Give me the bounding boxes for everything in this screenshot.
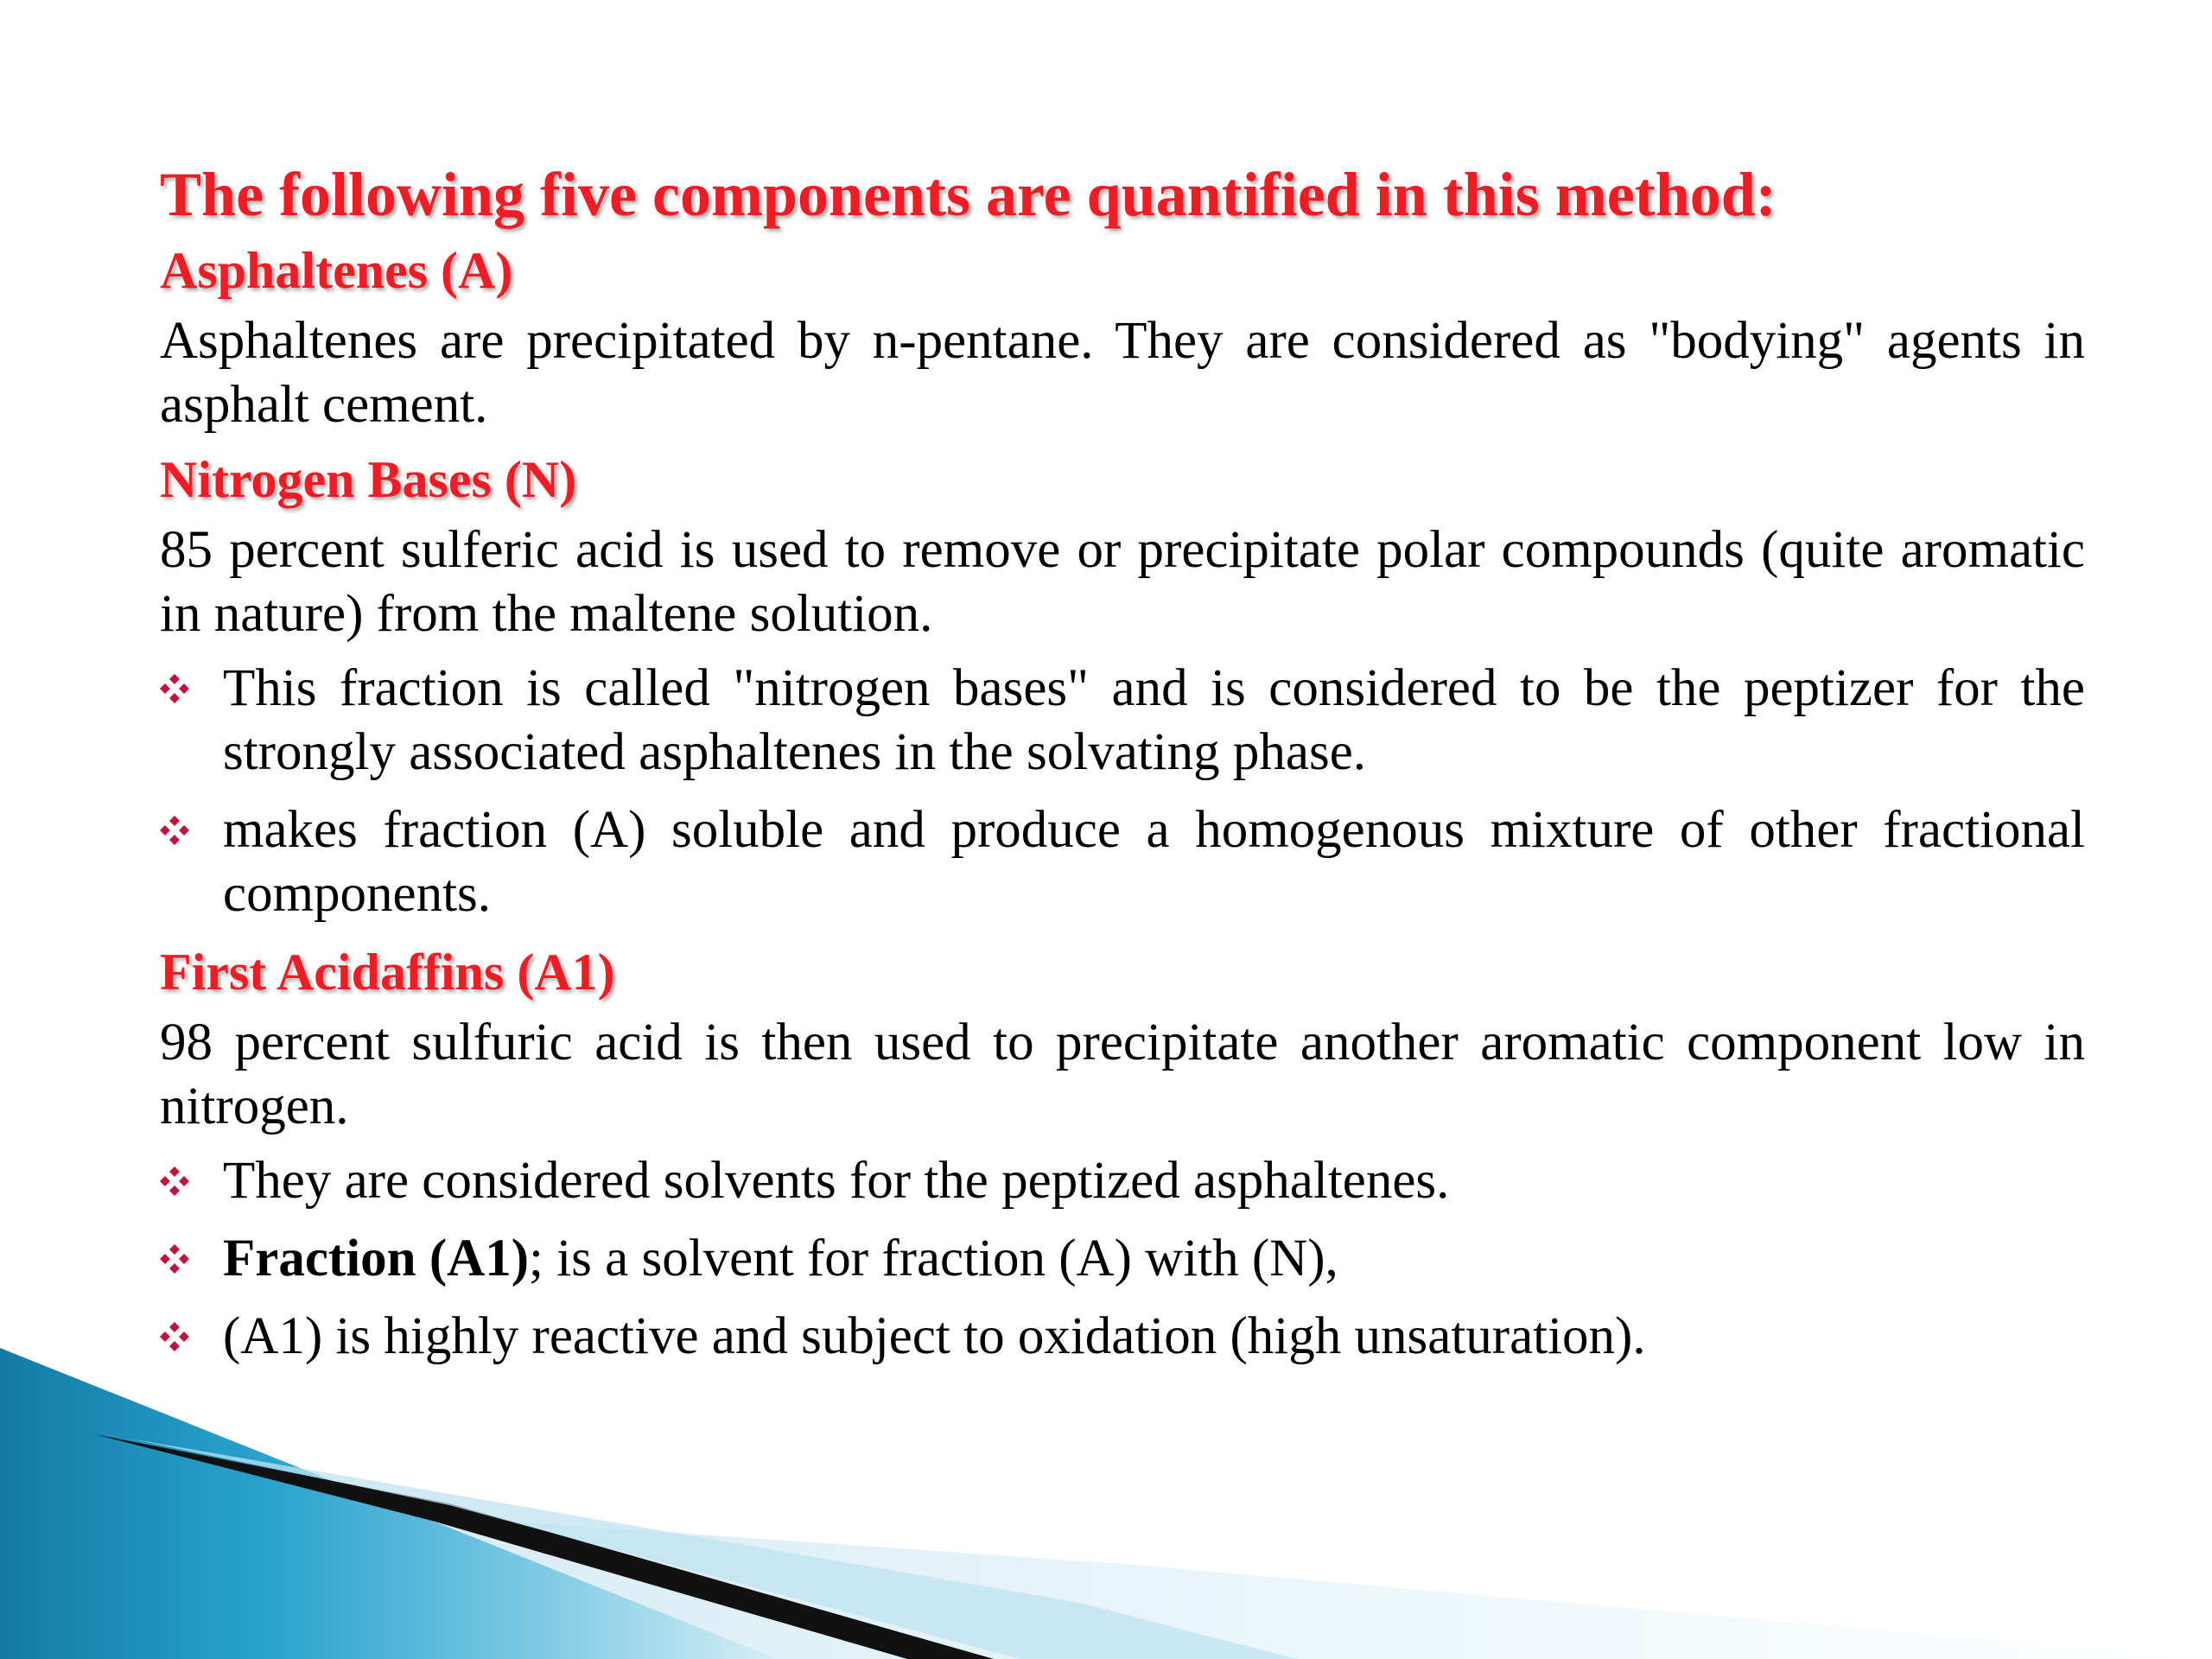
bullet-text: This fraction is called "nitrogen bases" and is considered to be the peptizer for the strongly associated asphaltenes in the solvating phase. (223, 659, 2085, 781)
diamond-quad-bullet-icon (160, 1322, 189, 1351)
bullet-text: ; is a solvent for fraction (A) with (N), (529, 1230, 1338, 1287)
bullet-text: (A1) is highly reactive and subject to oxidation (high unsaturation). (223, 1307, 1646, 1365)
list-item (160, 1227, 2085, 1291)
slide-title: The following five components are quantified in this method: (160, 160, 1777, 229)
section-heading-asphaltenes: Asphaltenes (A) (160, 242, 513, 299)
list-item (160, 798, 2085, 926)
bullet-list-first-acidaffins (160, 1149, 2085, 1369)
section-heading-nitrogen-bases: Nitrogen Bases (N) (160, 451, 577, 508)
diamond-quad-bullet-icon (160, 1166, 189, 1196)
section-heading-first-acidaffins: First Acidaffins (A1) (160, 944, 615, 1001)
slide-content (160, 154, 2085, 1382)
bullet-list-nitrogen-bases (160, 657, 2085, 926)
section-paragraph-first-acidaffins: 98 percent sulfuric acid is then used to precipitate another aromatic component low in nitrogen. (160, 1014, 2085, 1135)
bullet-bold-lead: Fraction (A1) (223, 1230, 530, 1287)
bullet-text: They are considered solvents for the peptized asphaltenes. (223, 1152, 1450, 1210)
diamond-quad-bullet-icon (160, 674, 189, 703)
decorative-swoosh (0, 1348, 2212, 1659)
bullet-text: makes fraction (A) soluble and produce a homogenous mixture of other fractional components. (223, 801, 2085, 923)
list-item (160, 657, 2085, 785)
section-paragraph-asphaltenes: Asphaltenes are precipitated by n-pentane. They are considered as "bodying" agents in asphalt cement. (160, 312, 2085, 434)
section-paragraph-nitrogen-bases: 85 percent sulferic acid is used to remove or precipitate polar compounds (quite aromatic in nature) from the maltene solution. (160, 521, 2085, 643)
list-item (160, 1149, 2085, 1213)
diamond-quad-bullet-icon (160, 816, 189, 845)
diamond-quad-bullet-icon (160, 1244, 189, 1274)
